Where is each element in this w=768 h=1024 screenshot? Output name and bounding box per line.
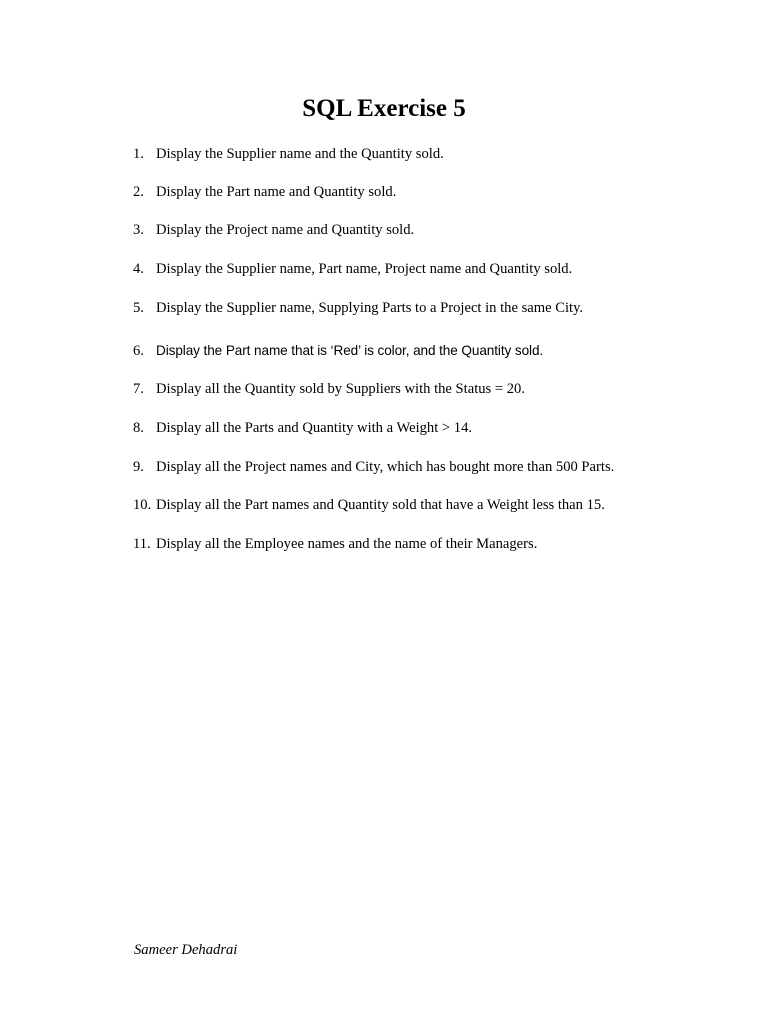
item-text: Display the Supplier name and the Quantity sold.: [156, 146, 444, 162]
item-number: 11.: [133, 536, 151, 552]
item-text: Display the Part name that is ‘Red’ is color, and the Quantity sold.: [156, 343, 544, 358]
item-text: Display the Part name and Quantity sold.: [156, 184, 397, 200]
item-text: Display all the Quantity sold by Suppliers with the Status = 20.: [156, 381, 525, 397]
item-number: 7.: [133, 381, 144, 397]
list-item: [133, 183, 693, 201]
item-text: Display the Project name and Quantity sold.: [156, 222, 415, 238]
item-number: 3.: [133, 222, 144, 238]
list-item: [133, 380, 693, 398]
item-number: 9.: [133, 459, 144, 475]
item-number: 2.: [133, 184, 144, 200]
item-number: 5.: [133, 300, 144, 316]
item-text: Display all the Project names and City, which has bought more than 500 Parts.: [156, 459, 615, 475]
item-number: 8.: [133, 420, 144, 436]
item-number: 4.: [133, 261, 144, 277]
item-number: 6.: [133, 343, 144, 359]
list-item: [133, 299, 693, 317]
item-text: Display all the Parts and Quantity with a Weight > 14.: [156, 420, 473, 436]
item-text: Display all the Part names and Quantity sold that have a Weight less than 15.: [156, 497, 605, 513]
page-title: SQL Exercise 5: [302, 95, 466, 122]
item-number: 1.: [133, 146, 144, 162]
list-item: [133, 221, 693, 239]
list-item: [133, 496, 693, 514]
author-footer: Sameer Dehadrai: [134, 942, 238, 958]
list-item: [133, 260, 693, 278]
item-text: Display the Supplier name, Supplying Parts to a Project in the same City.: [156, 300, 584, 316]
list-item: [133, 145, 693, 163]
list-item: [133, 342, 693, 360]
list-item: [133, 535, 693, 553]
item-text: Display all the Employee names and the name of their Managers.: [156, 536, 538, 552]
list-item: [133, 458, 693, 476]
list-item: [133, 419, 693, 437]
item-text: Display the Supplier name, Part name, Project name and Quantity sold.: [156, 261, 573, 277]
item-number: 10.: [133, 497, 152, 513]
